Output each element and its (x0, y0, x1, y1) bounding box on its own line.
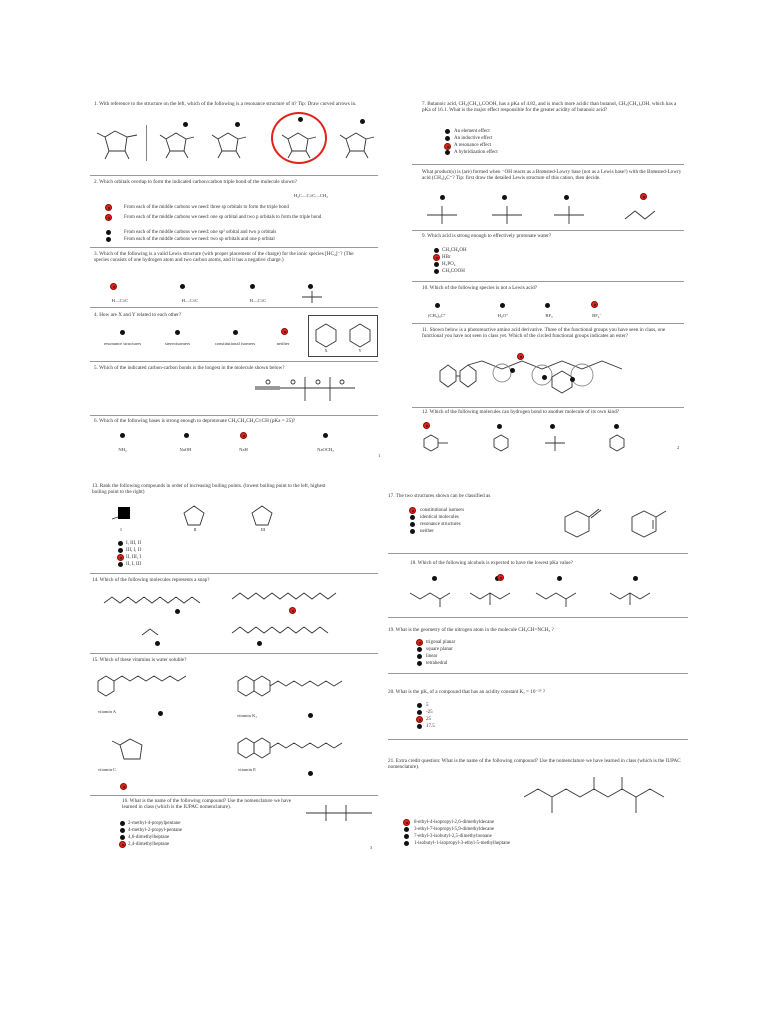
q18-option-a-structure (408, 585, 458, 609)
vitamin-e-structure (232, 733, 352, 765)
option-bullet[interactable] (614, 424, 619, 429)
page-number: 2 (677, 445, 680, 450)
option-bullet[interactable] (410, 522, 415, 527)
answer-mark-selected (117, 554, 124, 561)
option-bullet[interactable] (120, 828, 125, 833)
option-bullet[interactable] (360, 119, 365, 124)
question-19-text: 19. What is the geometry of the nitrogen atom in the molecule CH₃CH=NCH₃ ? (388, 627, 554, 633)
answer-mark-selected (444, 143, 451, 150)
compound-ii-label: II (193, 527, 197, 532)
option-bullet[interactable] (417, 710, 422, 715)
question-19-option-a[interactable]: trigonal planar (426, 640, 456, 645)
question-7-option-c[interactable]: A resonance effect (454, 143, 492, 148)
question-21-option-a[interactable]: 8-ethyl-4-isopropyl-2,6-dimethyldecane (414, 820, 495, 825)
divider (412, 230, 684, 231)
option-bullet[interactable] (570, 377, 575, 382)
q8-product-c (549, 203, 599, 227)
exam-page-2 (392, 85, 692, 462)
q8-product-d (620, 203, 675, 227)
vitamin-e-label: vitamin E (238, 767, 256, 772)
question-17-text: 17. The two structures shown can be classified as (388, 493, 491, 499)
option-bullet[interactable] (434, 248, 439, 253)
question-13-option-a[interactable]: I, III, II (126, 541, 141, 546)
question-17-option-b[interactable]: identical molecules (420, 515, 459, 520)
q12-option-c-structure (540, 433, 570, 455)
divider (90, 175, 378, 176)
question-21-text: 21. Extra credit question: What is the name of the following compound? Use the nomenclature we have learned in class (which is the IUPAC nomenclature). (388, 758, 681, 771)
vitamin-a-structure (92, 671, 207, 707)
question-17-option-d[interactable]: neither (420, 529, 434, 534)
option-bullet[interactable] (502, 195, 507, 200)
structure-x (313, 322, 339, 348)
divider (412, 164, 684, 165)
divider (90, 361, 378, 362)
vitamin-k1-label: vitamin K₁ (236, 713, 258, 718)
structure-y (347, 322, 373, 348)
option-bullet[interactable] (432, 576, 437, 581)
question-20-option-b[interactable]: -25 (426, 710, 433, 715)
exam-page-3 (80, 473, 387, 860)
question-16-option-b[interactable]: 4-methyl-2-propyl-pentane (128, 828, 183, 833)
question-20-option-a[interactable]: 5 (426, 703, 429, 708)
compound-iii-structure (248, 503, 276, 527)
question-17-option-a[interactable]: constitutional isomers (420, 508, 465, 513)
option-bullet[interactable] (175, 609, 180, 614)
amino-acid-derivative-structure (432, 353, 632, 403)
structure-y-label: Y (358, 348, 362, 353)
q21-compound-structure (520, 773, 680, 821)
question-14-text: 14. Which of the following molecules represents a soap? (92, 577, 210, 583)
vitamin-c-structure (110, 731, 155, 767)
divider (412, 407, 684, 408)
answer-mark-selected (289, 607, 296, 614)
option-bullet[interactable] (250, 284, 255, 289)
question-7-text: 7. Butanoic acid, CH₃(CH₂)₂COOH, has a pKa of 4.82, and is much more acidic than butanol, CH₃(CH₂)₃OH, which has a pKa of 16.1. What is the major effect responsible for the greater acidity of butanoic acid? (422, 101, 677, 114)
question-13-option-d[interactable]: II, I, III (126, 562, 141, 567)
question-6-option-d[interactable]: NaOCH₃ (317, 447, 334, 452)
question-9-option-d[interactable]: CH₃COOH (442, 269, 465, 274)
option-bullet[interactable] (417, 661, 422, 666)
answer-mark-selected (409, 507, 416, 514)
question-3-option-c[interactable]: H—C≡C (249, 298, 267, 303)
divider (90, 307, 378, 308)
option-bullet[interactable] (445, 129, 450, 134)
resonance-option-d-structure (338, 125, 378, 161)
option-bullet[interactable] (434, 262, 439, 267)
option-bullet[interactable] (298, 117, 303, 122)
question-18-text: 18. Which of the following alcohols is expected to have the lowest pKa value? (410, 560, 573, 566)
option-bullet[interactable] (410, 515, 415, 520)
answer-mark-selected (110, 283, 117, 290)
option-bullet[interactable] (410, 529, 415, 534)
q14-option-c-structure (140, 623, 170, 641)
option-bullet[interactable] (158, 711, 163, 716)
option-bullet[interactable] (323, 433, 328, 438)
question-2-option-a[interactable]: From each of the middle carbons we need: three sp orbitals to form the triple bond (124, 205, 289, 210)
divider (90, 795, 378, 796)
option-bullet[interactable] (500, 303, 505, 308)
answer-mark (105, 204, 112, 211)
answer-mark-selected (403, 819, 410, 826)
question-4-option-a[interactable]: resonance structures (103, 341, 142, 346)
vitamin-a-label: vitamin A (97, 709, 117, 714)
option-bullet[interactable] (445, 136, 450, 141)
answer-mark-selected (240, 432, 247, 439)
question-6-text: 6. Which of the following bases is strong enough to deprotonate CH₃CH₂CH₂C≡CH (pKa = 25)? (94, 418, 296, 424)
option-bullet[interactable] (106, 237, 111, 242)
option-bullet[interactable] (120, 821, 125, 826)
question-10-option-b[interactable]: H₃O⁺ (497, 313, 509, 318)
option-bullet[interactable] (183, 122, 188, 127)
option-bullet[interactable] (417, 724, 422, 729)
option-bullet[interactable] (633, 576, 638, 581)
page-number: 3 (370, 845, 373, 850)
question-7-option-b[interactable]: An inductive effect (454, 136, 493, 141)
divider (412, 281, 684, 282)
question-8-text: What product(s) is (are) formed when ⁻OH reacts as a Brønsted-Lowry base (not as a Lewis base!) with the Brønsted-Lowry acid (CH₃)₃C⁺? Tip: first draw the detailed Lewis structure of this cation, then decide. (422, 169, 682, 182)
answer-mark-selected (423, 422, 430, 429)
option-bullet[interactable] (120, 835, 125, 840)
question-10-option-d[interactable]: BF₄⁻ (592, 313, 602, 318)
vitamin-k1-structure (232, 671, 357, 711)
q18-option-d-structure (608, 585, 658, 609)
question-9-option-b[interactable]: HBr (442, 255, 451, 260)
q18-option-c-structure (534, 585, 584, 609)
option-bullet[interactable] (510, 368, 515, 373)
answer-mark-selected (433, 254, 440, 261)
answer-mark-selected (120, 783, 127, 790)
ascorbic-acid-structure (95, 123, 145, 163)
divider (388, 673, 688, 674)
question-16-option-a[interactable]: 2-methyl-4-propylpentane (128, 821, 181, 826)
question-16-option-c[interactable]: 4,6-dimethylheptane (128, 835, 170, 840)
divider (388, 617, 688, 618)
question-21-option-d[interactable]: 1-isobutyl-1-isopropyl-3-ethyl-5-methylheptane (414, 841, 511, 846)
question-3-text: 3. Which of the following is a valid Lewis structure (with proper placement of the charge) for the ionic species [HC₂]⁻? (The species consists of one hydrogen atom and two carbon atoms, and it has a negative charge.) (94, 251, 354, 264)
question-11-text: 11. Shown below is a photoreactive amino acid derivative. Three of the functional groups you have seen in class, one functional you have not seen in class yet. Which of the circled functional groups indicates an ester? (422, 327, 666, 340)
question-19-option-c[interactable]: linear (426, 654, 438, 659)
q8-product-a (422, 203, 462, 227)
question-5-text: 5. Which of the indicated carbon-carbon bonds is the longest in the molecule shown below? (94, 365, 285, 371)
question-3-option-d-structure (298, 289, 326, 305)
option-bullet[interactable] (435, 303, 440, 308)
option-bullet[interactable] (545, 303, 550, 308)
divider (90, 415, 378, 416)
question-2-option-d[interactable]: From each of the middle carbons we need: two sp orbitals and one p orbital (124, 237, 275, 242)
question-6-option-a[interactable]: NH₃ (118, 447, 127, 452)
q16-compound-structure (302, 799, 377, 829)
option-bullet[interactable] (118, 562, 123, 567)
answer-mark-selected (497, 574, 504, 581)
question-20-text: 20. What is the pKₐ of a compound that has an acidity constant Kₐ = 10⁻²⁵ ? (388, 689, 546, 695)
vitamin-c-label: vitamin C (97, 767, 117, 772)
question-15-text: 15. Which of these vitamins is water soluble? (92, 657, 187, 663)
option-bullet[interactable] (440, 195, 445, 200)
question-17-option-c[interactable]: resonance structures (420, 522, 461, 527)
option-bullet[interactable] (106, 230, 111, 235)
question-16-text: 16. What is the name of the following compound? Use the nomenclature we have learned in class (which is the IUPAC nomenclature). (122, 798, 292, 811)
question-4-option-d[interactable]: neither (276, 341, 290, 346)
option-bullet[interactable] (550, 424, 555, 429)
question-4-option-b[interactable]: stereoisomers (164, 341, 191, 346)
option-bullet[interactable] (417, 654, 422, 659)
q17-structure-a (555, 503, 605, 545)
option-bullet[interactable] (233, 330, 238, 335)
question-9-option-c[interactable]: H₃PO₄ (442, 262, 456, 267)
option-bullet[interactable] (417, 703, 422, 708)
option-bullet[interactable] (308, 713, 313, 718)
question-1-text: 1. With reference to the structure on the left, which of the following is a resonance structure of it? Tip: Draw curved arrows in. (94, 101, 357, 107)
option-bullet[interactable] (308, 771, 313, 776)
question-13-text: 13. Rank the following compounds in order of increasing boiling points. (lowest boiling point to the left, highest boiling point to the right) (92, 483, 326, 496)
page-number: 1 (378, 453, 381, 458)
divider (90, 573, 378, 574)
question-21-option-c[interactable]: 7-ethyl-3-isobutyl-2,5-dimethylnonane (414, 834, 492, 839)
q12-option-b-structure (488, 433, 518, 455)
compound-iii-label: III (260, 527, 266, 532)
q14-option-d-structure (230, 621, 350, 639)
exam-page-1 (80, 85, 387, 462)
compound-i-structure (108, 503, 138, 525)
q14-option-b-structure (230, 587, 350, 609)
question-12-text: 12. Which of the following molecules can hydrogen bond to another molecule of its own kind? (422, 409, 619, 415)
option-bullet[interactable] (404, 834, 409, 839)
question-2-option-b[interactable]: From each of the middle carbons we need: one sp orbital and two p orbitals to form the triple bond (124, 215, 322, 220)
question-10-option-c[interactable]: BF₃ (545, 313, 553, 318)
q17-structure-b (622, 503, 672, 545)
answer-mark-selected (281, 328, 288, 335)
question-20-option-d[interactable]: 17.5 (426, 724, 435, 729)
answer-mark-selected (517, 353, 524, 360)
divider (388, 739, 688, 740)
option-bullet[interactable] (404, 841, 409, 846)
question-6-option-b[interactable]: NaOH (179, 447, 192, 452)
answer-mark-selected (416, 639, 423, 646)
divider (90, 653, 378, 654)
q14-option-a-structure (102, 591, 212, 611)
question-7-option-d[interactable]: A hybridization effect (454, 150, 498, 155)
option-bullet[interactable] (542, 375, 547, 380)
option-bullet[interactable] (434, 269, 439, 274)
option-bullet[interactable] (445, 150, 450, 155)
option-bullet[interactable] (118, 541, 123, 546)
question-9-option-a[interactable]: CH₃CH₂OH (442, 248, 467, 253)
question-19-option-d[interactable]: tetrahedral (426, 661, 448, 666)
structure-x-label: X (324, 348, 328, 353)
question-3-option-b[interactable]: H—C≡C (181, 298, 199, 303)
question-13-option-b[interactable]: III, I, II (126, 548, 141, 553)
option-bullet[interactable] (118, 548, 123, 553)
question-2-molecule: H₂C—C≡C—CH₃ (294, 193, 328, 198)
option-bullet[interactable] (257, 641, 262, 646)
question-9-text: 9. Which acid is strong enough to effectively protonate water? (422, 233, 552, 239)
question-2-option-c[interactable]: From each of the middle carbons we need: one sp² orbital and two p orbitals (124, 230, 277, 235)
q18-option-b-structure (468, 585, 518, 609)
question-3-option-a[interactable]: H—C≡C (111, 298, 129, 303)
exam-page-4 (380, 473, 694, 860)
question-13-option-c[interactable]: II, III, I (126, 555, 141, 560)
option-bullet[interactable] (497, 424, 502, 429)
q12-option-d-structure (604, 433, 634, 455)
question-2-text: 2. Which orbitals overlap to form the indicated carbon/carbon triple bond of the molecule shown? (94, 179, 297, 185)
option-bullet[interactable] (120, 433, 125, 438)
answer-mark-selected (105, 214, 112, 221)
question-21-option-b[interactable]: 3-ethyl-7-isopropyl-5,9-dimethyldecane (414, 827, 495, 832)
answer-mark-selected (119, 841, 126, 848)
option-bullet[interactable] (557, 576, 562, 581)
question-7-option-a[interactable]: An element effect (454, 129, 490, 134)
answer-mark-selected (416, 716, 423, 723)
resonance-option-a-structure (158, 125, 198, 161)
question-4-option-c[interactable]: constitutional isomers (214, 341, 256, 346)
question-10-option-a[interactable]: (CH₃)₃C⁺ (427, 313, 447, 318)
divider (90, 247, 378, 248)
question-19-option-b[interactable]: square planar (426, 647, 453, 652)
option-bullet[interactable] (404, 827, 409, 832)
question-16-option-d[interactable]: 2,4-dimethylheptane (128, 842, 170, 847)
option-bullet[interactable] (175, 330, 180, 335)
option-bullet[interactable] (417, 647, 422, 652)
option-bullet[interactable] (564, 195, 569, 200)
question-10-text: 10. Which of the following species is not a Lewis acid? (422, 285, 538, 291)
compound-i-label: I (120, 527, 122, 532)
answer-mark-selected (591, 301, 598, 308)
separator-line (146, 125, 147, 161)
option-bullet[interactable] (235, 122, 240, 127)
compound-ii-structure (180, 503, 208, 527)
option-bullet[interactable] (184, 433, 189, 438)
q8-product-b (487, 203, 537, 227)
option-bullet[interactable] (180, 284, 185, 289)
q12-option-a-structure (418, 433, 458, 455)
question-5-molecule (250, 369, 365, 414)
answer-mark-selected (640, 193, 647, 200)
option-bullet[interactable] (120, 330, 125, 335)
xy-structures-box (308, 315, 378, 357)
resonance-option-b-structure (210, 125, 250, 161)
option-bullet[interactable] (155, 641, 160, 646)
question-6-option-c[interactable]: NaH (239, 447, 248, 452)
divider (412, 323, 684, 324)
divider (388, 553, 688, 554)
question-20-option-c[interactable]: 25 (426, 717, 431, 722)
question-4-text: 4. How are X and Y related to each other? (94, 312, 182, 318)
